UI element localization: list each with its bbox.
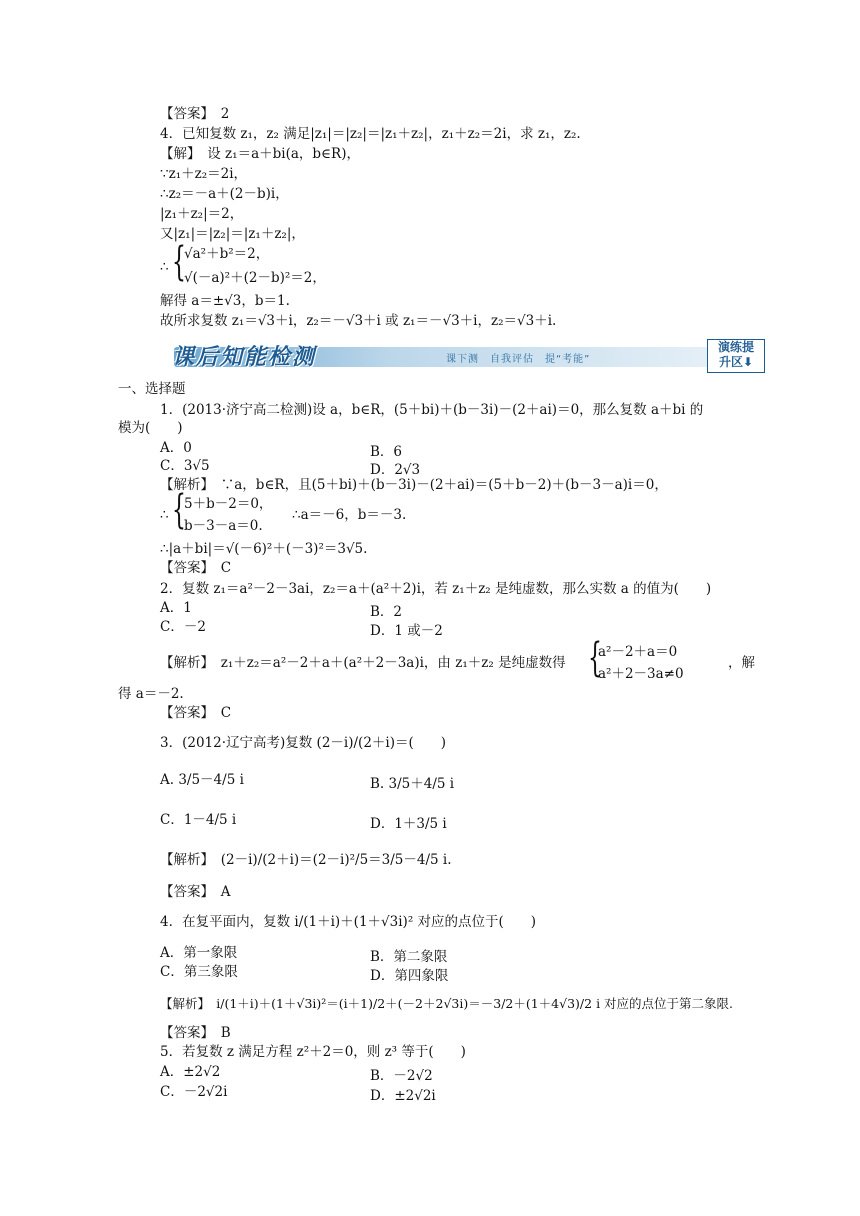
answer-line: 【答案】 C: [160, 705, 232, 721]
system-equation: √a²＋b²＝2，: [184, 246, 270, 262]
analysis-line: 【解析】 ∵a，b∈R，且(5＋bi)＋(b－3i)－(2＋ai)＝(5＋b－2)＋(b－3－a)i＝0，: [160, 477, 668, 493]
question-1: 1．(2013·济宁高二检测)设 a，b∈R，(5＋bi)＋(b－3i)－(2＋ai)＝0，那么复数 a＋bi 的: [160, 402, 704, 418]
option-c: C．1－4/5 i: [160, 812, 237, 828]
analysis-line: 【解析】 (2－i)/(2＋i)＝(2－i)²/5＝3/5－4/5 i.: [160, 852, 452, 868]
option-b: B. 3/5＋4/5 i: [370, 776, 455, 792]
solution-line: 故所求复数 z₁＝√3＋i，z₂＝－√3＋i 或 z₁＝－√3＋i，z₂＝√3＋i.: [160, 313, 557, 329]
banner-box-line: 升区⬇: [718, 355, 754, 369]
answer-line: 【答案】 A: [160, 884, 231, 900]
answer-line: 【答案】 2: [160, 106, 230, 122]
system-equation: √(－a)²＋(2－b)²＝2，: [184, 270, 326, 286]
option-c: C．－2√2i: [160, 1084, 228, 1100]
option-c: C．第三象限: [160, 964, 238, 980]
system-equation: a²－2＋a＝0: [598, 644, 678, 660]
banner-box: [707, 339, 765, 373]
option-d: D．1 或－2: [370, 623, 443, 639]
analysis-line: 【解析】 i/(1＋i)＋(1＋√3i)²＝(i＋1)/2＋(－2＋2√3i)＝－3/2＋(1＋4√3)/2 i 对应的点位于第二象限.: [160, 996, 734, 1011]
solution-line: ∵z₁＋z₂＝2i，: [160, 166, 248, 182]
system-equation: b－3－a＝0.: [184, 518, 263, 534]
option-d: D．第四象限: [370, 968, 449, 984]
result: ∴a＝－6，b＝－3.: [292, 507, 407, 523]
answer-line: 【答案】 C: [160, 560, 232, 576]
answer-line: 【答案】 B: [160, 1025, 231, 1041]
option-a: A．±2√2: [160, 1064, 221, 1080]
option-c: C．3√5: [160, 458, 210, 474]
left-brace: {: [588, 635, 602, 681]
left-brace: {: [172, 239, 186, 285]
banner-subtitle: 课下测 自我评估 提“考能”: [446, 354, 591, 365]
option-a: A．0: [160, 440, 192, 456]
therefore-symbol: ∴: [160, 259, 169, 275]
option-b: B．－2√2: [370, 1068, 433, 1084]
solution-line: |z₁＋z₂|＝2，: [160, 206, 244, 222]
solution-line: 【解】 设 z₁＝a＋bi(a，b∈R)，: [160, 146, 360, 162]
solution-line: 又|z₁|＝|z₂|＝|z₁＋z₂|，: [160, 226, 305, 242]
option-b: B．6: [370, 444, 403, 460]
analysis-cont: 得 a＝－2.: [118, 686, 184, 702]
option-d: D．1＋3/5 i: [370, 816, 447, 832]
option-a: A．1: [160, 600, 192, 616]
option-b: B．第二象限: [370, 949, 448, 965]
left-brace: {: [172, 487, 186, 533]
analysis-cont: ，解: [728, 655, 755, 671]
question-3: 3．(2012·辽宁高考)复数 (2－i)/(2＋i)＝( ): [160, 735, 447, 751]
banner-box-line: 演练提: [717, 340, 754, 354]
option-d: D．±2√2i: [370, 1088, 436, 1104]
option-a: A．第一象限: [160, 945, 238, 961]
therefore-symbol: ∴: [160, 507, 169, 523]
analysis-line: ∴|a＋bi|＝√(－6)²＋(－3)²＝3√5.: [160, 541, 368, 557]
solution-line: ∴z₂＝－a＋(2－b)i，: [160, 186, 289, 202]
option-a: A. 3/5－4/5 i: [160, 772, 244, 788]
section-banner: [160, 339, 764, 373]
question-2: 2．复数 z₁＝a²－2－3ai，z₂＝a＋(a²＋2)i，若 z₁＋z₂ 是纯虚数，那么实数 a 的值为( ): [160, 581, 712, 597]
solution-line: 解得 a＝±√3，b＝1.: [160, 293, 290, 309]
problem-4: 4．已知复数 z₁，z₂ 满足|z₁|＝|z₂|＝|z₁＋z₂|，z₁＋z₂＝2i，求 z₁，z₂.: [160, 126, 581, 142]
banner-title: 课后知能检测: [172, 345, 317, 370]
analysis-line: 【解析】 z₁＋z₂＝a²－2＋a＋(a²＋2－3a)i，由 z₁＋z₂ 是纯虚数得: [160, 655, 566, 671]
question-4: 4．在复平面内，复数 i/(1＋i)＋(1＋√3i)² 对应的点位于( ): [160, 914, 537, 930]
system-equation: 5＋b－2＝0，: [184, 496, 273, 512]
question-1-cont: 模为( ): [118, 420, 183, 436]
section-heading: 一、选择题: [118, 381, 186, 397]
option-c: C．－2: [160, 619, 206, 635]
question-5: 5．若复数 z 满足方程 z²＋2＝0，则 z³ 等于( ): [160, 1044, 466, 1060]
option-b: B．2: [370, 604, 403, 620]
system-equation: a²＋2－3a≠0: [598, 666, 684, 682]
option-d: D．2√3: [370, 462, 421, 478]
